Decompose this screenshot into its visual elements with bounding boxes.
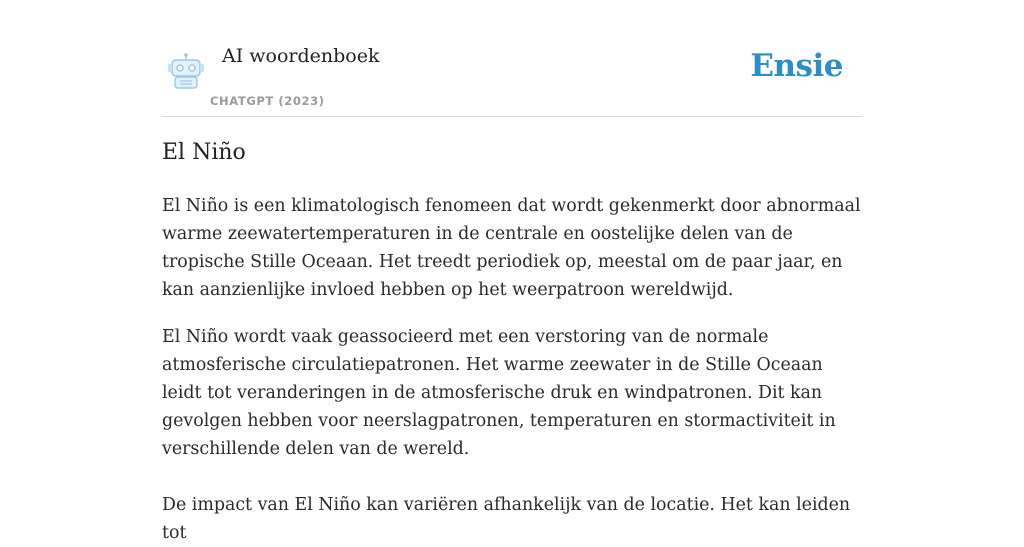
entry-term: El Niño: [162, 140, 246, 165]
definition-paragraph: El Niño is een klimatologisch fenomeen dat wordt gekenmerkt door abnormaal warme zeewatertemperaturen in de centrale en oostelijke delen van de tropische Stille Oceaan. Het treedt periodiek op, meestal om de paar jaar, en kan aanzienlijke invloed hebben op het weerpatroon wereldwijd.: [162, 196, 861, 300]
definition-paragraph: El Niño wordt vaak geassocieerd met een verstoring van de normale atmosferische circulatiepatronen. Het warme zeewater in de Stille Oceaan leidt tot veranderingen in de atmosferische druk en windpatronen. Dit kan gevolgen hebben voor neerslagpatronen, temperaturen en stormactiviteit in verschillende delen van de wereld.: [162, 327, 836, 459]
entry-page: [162, 0, 862, 543]
robot-icon: [166, 52, 206, 90]
entry-header: [162, 0, 862, 117]
source-attribution: CHATGPT (2023): [210, 94, 325, 108]
ensie-logo[interactable]: Ensie: [750, 48, 843, 84]
definition-paragraph: De impact van El Niño kan variëren afhankelijk van de locatie. Het kan leiden tot: [162, 495, 851, 543]
entry-definition: [162, 192, 862, 547]
dictionary-title: AI woordenboek: [222, 45, 380, 67]
